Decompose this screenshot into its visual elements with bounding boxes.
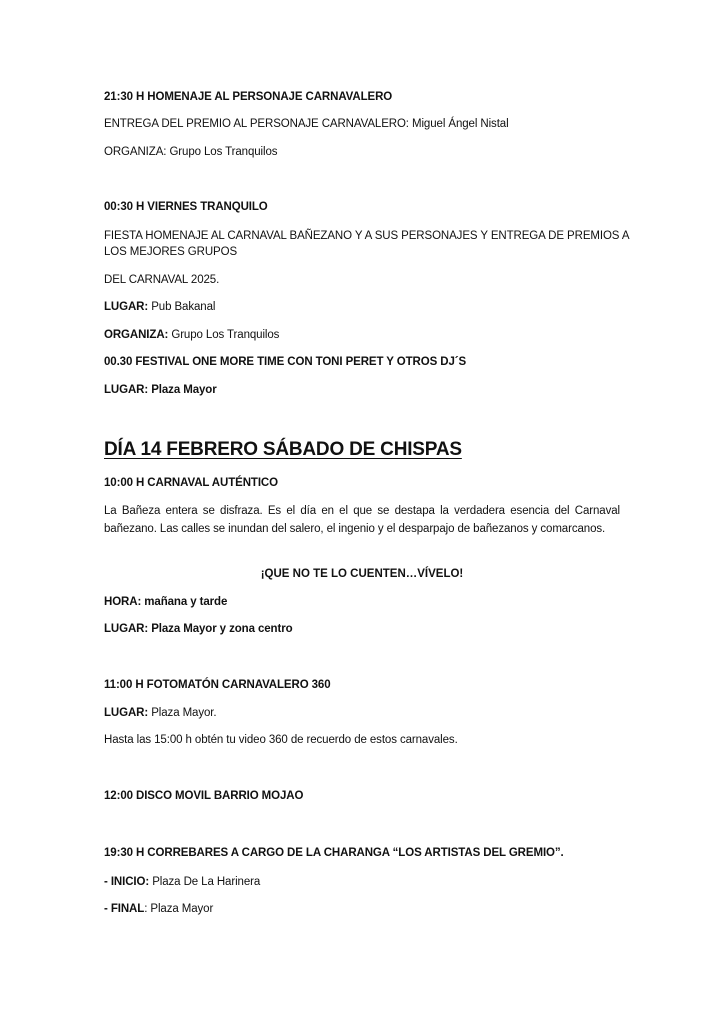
- lugar-value: Pub Bakanal: [148, 301, 216, 313]
- event-title-disco-movil: 12:00 DISCO MOVIL BARRIO MOJAO: [104, 790, 304, 802]
- final-label: - FINAL: [104, 903, 145, 915]
- fotomaton-lugar-line: [104, 706, 217, 720]
- fiesta-desc-line2: LOS MEJORES GRUPOS: [104, 246, 238, 258]
- festival-lugar-line: LUGAR: Plaza Mayor: [104, 384, 217, 396]
- hora-line: HORA: mañana y tarde: [104, 596, 228, 608]
- lugar-line: [104, 300, 215, 314]
- final-line: [104, 902, 213, 916]
- lugar-centro-line: LUGAR: Plaza Mayor y zona centro: [104, 623, 293, 635]
- organiza-line-2: [104, 328, 279, 342]
- fiesta-desc-line3: DEL CARNAVAL 2025.: [104, 274, 220, 286]
- fiesta-desc-line1: FIESTA HOMENAJE AL CARNAVAL BAÑEZANO Y A SUS PERSONAJES Y ENTREGA DE PREMIOS A: [104, 230, 630, 242]
- inicio-value: Plaza De La Harinera: [149, 876, 261, 888]
- festival-line: 00.30 FESTIVAL ONE MORE TIME CON TONI PERET Y OTROS DJ´S: [104, 356, 467, 368]
- slogan: ¡QUE NO TE LO CUENTEN…VÍVELO!: [260, 568, 464, 580]
- organiza-value: Grupo Los Tranquilos: [168, 329, 280, 341]
- organiza-line: ORGANIZA: Grupo Los Tranquilos: [104, 146, 278, 158]
- lugar-label: LUGAR:: [104, 301, 149, 313]
- premio-line: ENTREGA DEL PREMIO AL PERSONAJE CARNAVALERO: Miguel Ángel Nistal: [104, 118, 509, 130]
- organiza-label: ORGANIZA:: [104, 329, 169, 341]
- fotomaton-lugar-value: Plaza Mayor.: [148, 707, 217, 719]
- final-value: : Plaza Mayor: [144, 903, 214, 915]
- inicio-label: - INICIO:: [104, 876, 150, 888]
- event-title-carnaval-autentico: 10:00 H CARNAVAL AUTÉNTICO: [104, 477, 278, 489]
- carnaval-paragraph: La Bañeza entera se disfraza. Es el día en el que se destapa la verdadera esencia del Carnaval bañezano. Las calles se inundan del salero, el ingenio y el desparpajo de bañezanos y comarcanos.: [104, 505, 620, 535]
- fotomaton-lugar-label: LUGAR:: [104, 707, 149, 719]
- event-title-fotomaton: 11:00 H FOTOMATÓN CARNAVALERO 360: [104, 679, 331, 691]
- event-title-correbares: 19:30 H CORREBARES A CARGO DE LA CHARANGA “LOS ARTISTAS DEL GREMIO”.: [104, 847, 564, 859]
- event-title-homenaje: 21:30 H HOMENAJE AL PERSONAJE CARNAVALERO: [104, 91, 393, 103]
- day-heading: DÍA 14 FEBRERO SÁBADO DE CHISPAS: [104, 439, 462, 460]
- inicio-line: [104, 875, 260, 889]
- event-title-viernes-tranquilo: 00:30 H VIERNES TRANQUILO: [104, 201, 268, 213]
- fotomaton-note: Hasta las 15:00 h obtén tu video 360 de recuerdo de estos carnavales.: [104, 734, 458, 746]
